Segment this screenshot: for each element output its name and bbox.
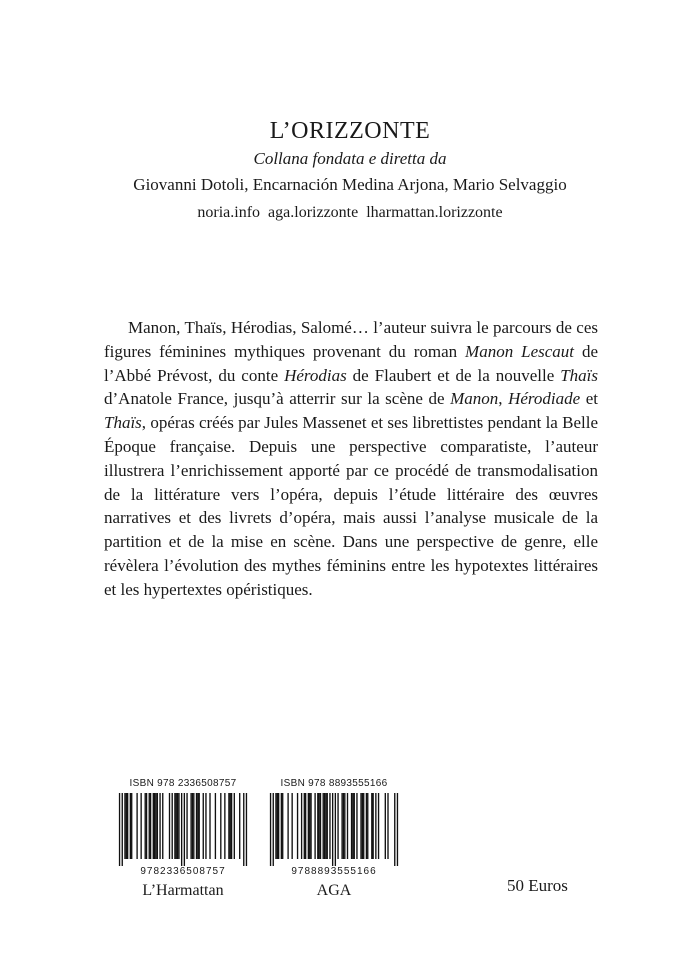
barcode-bar: [360, 793, 361, 859]
barcode-bar: [220, 793, 221, 859]
barcode-bar: [337, 793, 338, 859]
barcode-bar: [172, 793, 173, 859]
publisher-name: AGA: [316, 882, 352, 899]
barcode-bar: [130, 793, 131, 859]
barcode-bar: [301, 793, 302, 859]
barcode-bar: [224, 793, 225, 859]
barcode-bar: [320, 793, 321, 859]
barcode-bar: [146, 793, 147, 859]
barcode-bar: [119, 793, 120, 866]
barcode-bar: [318, 793, 319, 859]
series-subtitle: Collana fondata e diretta da: [253, 149, 447, 168]
barcode-bar: [385, 793, 386, 859]
barcode-bar: [197, 793, 198, 859]
blurb-italic-title: Thaïs: [104, 413, 142, 433]
barcode-bar: [305, 793, 306, 859]
barcode-bar: [192, 793, 193, 859]
barcode-bar: [181, 793, 182, 866]
barcode-bar: [196, 793, 197, 859]
barcode-graphic: [118, 793, 248, 867]
isbn-label: ISBN 978 2336508757: [129, 778, 237, 789]
barcode-bar: [203, 793, 204, 859]
barcode-block-harmattan: [110, 778, 256, 901]
series-header: [0, 116, 700, 224]
barcode-bar: [282, 793, 283, 859]
barcode-block-aga: [261, 778, 407, 901]
barcode-bar: [162, 793, 163, 859]
barcode-bar: [140, 793, 141, 859]
barcode-bar: [176, 793, 177, 859]
barcode-bar: [174, 793, 175, 859]
barcode-digits: 9788893555166: [291, 866, 377, 877]
barcode-bar: [323, 793, 324, 859]
barcode-bar: [351, 793, 352, 859]
barcode-bar: [281, 793, 282, 859]
barcode-bar: [234, 793, 235, 859]
barcode-bar: [335, 793, 336, 866]
blurb-text: de l’Abbé Prévost, du conte: [104, 341, 599, 385]
blurb-text: , opéras créés par Jules Massenet et ses librettistes pendant la Belle Époque française. Depuis une perspective comparatiste, l’auteur illustrera l’enrichissement apporté par ce procédé de transmodalisation de la littérature vers l’opéra, depuis l’étude littéraire des œuvres narratives et des livrets d’opéra, mais aussi l’analyse musicale de la partition et de la mise en scène. Dans une perspective de genre, elle révèlera l’évolution des mythes féminins entre les hypotextes littéraires et les hypertextes opéristiques.: [104, 413, 598, 599]
blurb-italic-title: Hérodias: [284, 365, 347, 385]
blurb-italic-title: Hérodiade: [508, 389, 581, 409]
barcode-bar: [159, 793, 160, 859]
back-cover-blurb: [104, 316, 598, 602]
barcode-bar: [246, 793, 247, 866]
barcode-bar: [394, 793, 395, 866]
barcode-bar: [304, 793, 305, 859]
barcode-bar: [193, 793, 194, 859]
blurb-italic-title: Manon: [450, 389, 499, 409]
barcode-bar: [228, 793, 229, 859]
barcode-graphic: [269, 793, 399, 867]
barcode-bar: [205, 793, 206, 859]
blurb-text: de Flaubert et de la nouvelle: [346, 365, 561, 385]
barcode-bar: [329, 793, 330, 859]
barcode-bar: [287, 793, 288, 859]
barcode-bar: [317, 793, 318, 859]
barcode-bar: [199, 793, 200, 859]
barcode-bar: [325, 793, 326, 859]
barcode-bar: [354, 793, 355, 859]
isbn-label: ISBN 978 8893555166: [280, 778, 388, 789]
barcode-bar: [291, 793, 292, 859]
barcode-bar: [177, 793, 178, 859]
barcode-bar: [356, 793, 357, 859]
barcode-bar: [327, 793, 328, 859]
blurb-text: d’Anatole France, jusqu’à atterrir sur la scène de: [104, 389, 451, 409]
barcode-bar: [186, 793, 187, 859]
barcode-bar: [230, 793, 231, 859]
barcode-bar: [178, 793, 179, 859]
barcode-bar: [153, 793, 154, 859]
barcode-bar: [155, 793, 156, 859]
barcode-bar: [122, 793, 123, 866]
barcode-bar: [190, 793, 191, 859]
series-links: noria.info aga.lorizzonte lharmattan.lorizzonte: [197, 204, 503, 221]
barcode-bar: [231, 793, 232, 859]
barcode-bar: [169, 793, 170, 859]
barcode-bar: [341, 793, 342, 859]
barcode-bar: [273, 793, 274, 866]
barcode-bar: [131, 793, 132, 859]
barcode-bar: [367, 793, 368, 859]
barcode-bar: [154, 793, 155, 859]
blurb-text: et: [580, 389, 599, 409]
barcode-bar: [352, 793, 353, 859]
barcode-bar: [378, 793, 379, 859]
barcode-bar: [347, 793, 348, 859]
barcode-digits: 9782336508757: [140, 866, 226, 877]
barcode-bar: [371, 793, 372, 859]
barcode-bar: [366, 793, 367, 859]
barcode-bar: [275, 793, 276, 859]
barcode-bar: [184, 793, 185, 866]
barcode-bar: [309, 793, 310, 859]
barcode-bar: [397, 793, 398, 866]
barcode-bar: [270, 793, 271, 866]
barcode-bar: [239, 793, 240, 859]
blurb-italic-title: Thaïs: [560, 365, 598, 385]
blurb-text: ,: [498, 389, 509, 409]
barcode-bar: [243, 793, 244, 866]
barcode-bar: [363, 793, 364, 859]
barcode-bar: [277, 793, 278, 859]
barcode-bar: [372, 793, 373, 859]
barcode-bar: [297, 793, 298, 859]
barcode-bar: [149, 793, 150, 859]
barcode-bar: [362, 793, 363, 859]
barcode-bar: [157, 793, 158, 859]
barcode-bar: [387, 793, 388, 859]
series-title: L’ORIZZONTE: [269, 118, 431, 144]
blurb-text: Manon, Thaïs, Hérodias, Salomé… l’auteur suivra le parcours de ces figures féminines mythiques provenant du roman: [104, 318, 598, 361]
publisher-name: L’Harmattan: [142, 882, 224, 899]
barcode-bar: [310, 793, 311, 859]
barcode-bar: [375, 793, 376, 859]
blurb-italic-title: Manon Lescaut: [465, 341, 575, 361]
barcode-bar: [324, 793, 325, 859]
barcode-bar: [126, 793, 127, 859]
barcode-bar: [136, 793, 137, 859]
series-directors: Giovanni Dotoli, Encarnación Medina Arjona, Mario Selvaggio: [133, 175, 567, 194]
barcode-bar: [145, 793, 146, 859]
barcode-bar: [344, 793, 345, 859]
barcode-bar: [308, 793, 309, 859]
barcode-bar: [332, 793, 333, 866]
barcode-bar: [127, 793, 128, 859]
barcode-bar: [215, 793, 216, 859]
barcode-bar: [124, 793, 125, 859]
price: 50 Euros: [507, 876, 568, 895]
barcode-bar: [209, 793, 210, 859]
barcode-bar: [343, 793, 344, 859]
barcode-bar: [314, 793, 315, 859]
barcode-bar: [278, 793, 279, 859]
barcode-bar: [150, 793, 151, 859]
